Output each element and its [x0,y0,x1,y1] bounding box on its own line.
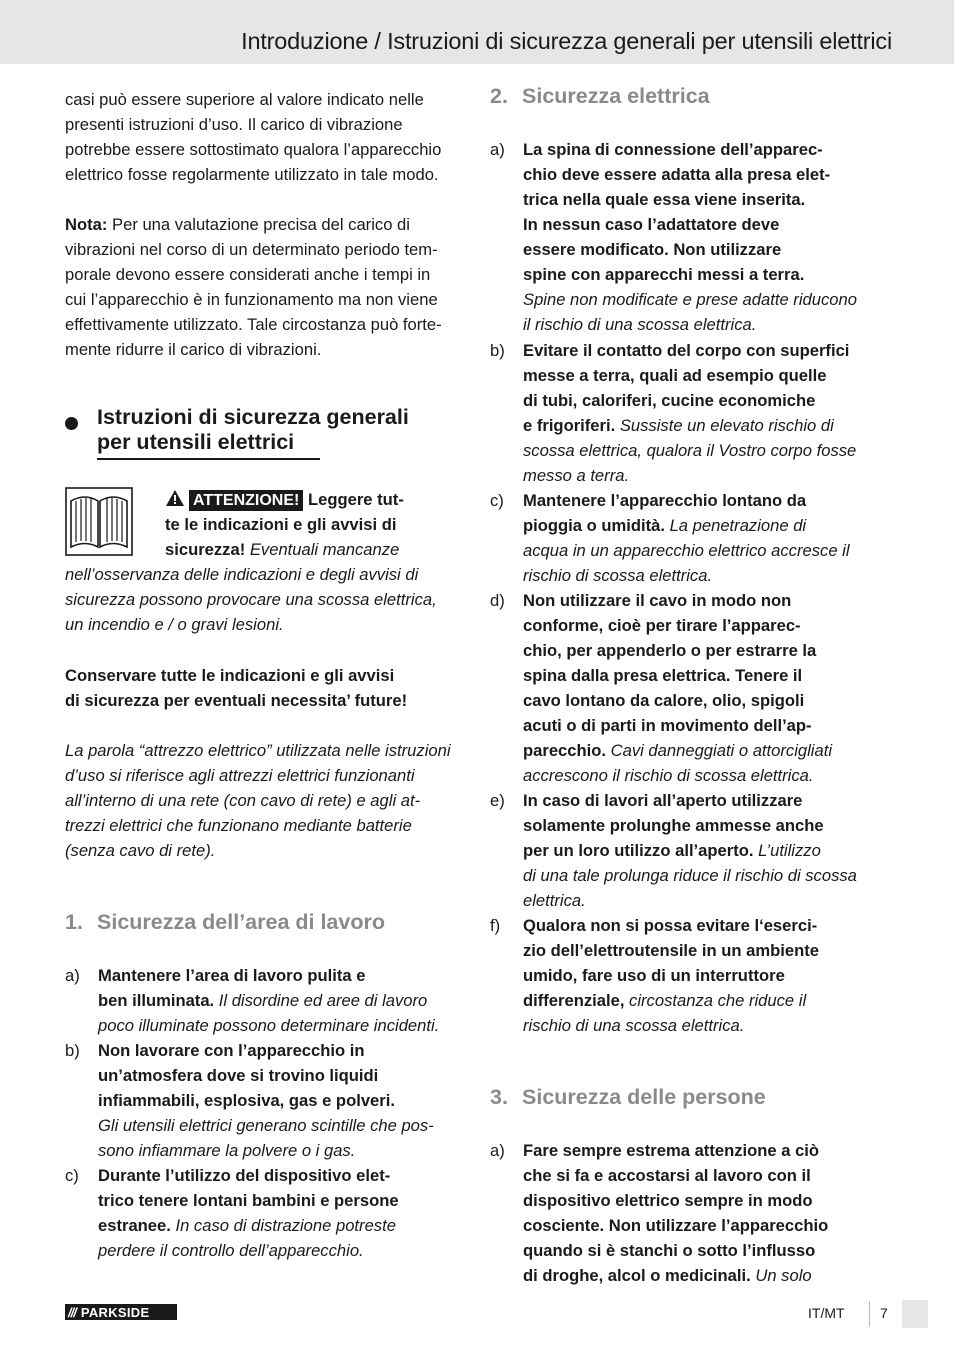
warning-note: sicurezza possono provocare una scossa elettrica, [65,590,437,609]
item-bold: per un loro utilizzo all’aperto. [523,841,754,860]
section-number: 2. [490,84,508,108]
text-line: d’uso si riferisce agli attrezzi elettrici funzionanti [65,766,415,785]
item-note: In caso di distrazione potreste [170,1216,396,1235]
item-bold: differenziale, [523,991,625,1010]
item-bold: zio dell’elettroutensile in un ambiente [523,941,819,960]
warning-note: Eventuali mancanze [245,540,400,559]
item-bold: cosciente. Non utilizzare l’apparecchio [523,1216,829,1235]
text-line: presenti istruzioni d’uso. Il carico di vibrazione [65,115,403,134]
item-bold: Qualora non si possa evitare l‘eserci- [523,916,818,935]
item-note: L’utilizzo [753,841,821,860]
keep-instructions [65,663,465,713]
heading-line: per utensili elettrici [97,430,295,454]
warning-text: Leggere tut- [303,490,404,509]
item-note: Sussiste un elevato rischio di [615,416,834,435]
item-letter: a) [490,140,505,159]
section-heading [490,1085,766,1110]
item-note: di una tale prolunga riduce il rischio di scossa [523,866,857,885]
text-line: potrebbe essere sottostimato qualora l’apparecchio [65,140,442,159]
item-letter: d) [490,591,505,610]
list-item [490,788,892,913]
item-note: perdere il controllo dell’apparecchio. [98,1241,364,1260]
text-line: porale devono essere considerati anche i tempi in [65,265,431,284]
text-line: all’interno di una rete (con cavo di rete) e agli at- [65,791,421,810]
section-title: Sicurezza dell’area di lavoro [97,910,385,934]
item-note: La penetrazione di [664,516,807,535]
item-bold: infiammabili, esplosiva, gas e polveri. [98,1091,395,1110]
item-letter: f) [490,916,501,935]
item-note: rischio di una scossa elettrica. [523,1016,745,1035]
list-item [490,1138,892,1288]
item-note: sono infiammare la polvere o i gas. [98,1141,356,1160]
item-note: Il disordine ed aree di lavoro [214,991,428,1010]
item-bold: cavo lontano da calore, olio, spigoli [523,691,805,710]
item-bold: Mantenere l’area di lavoro pulita e [98,966,366,985]
item-bold: dispositivo elettrico sempre in modo [523,1191,813,1210]
warning-text: sicurezza! [165,540,246,559]
text-line: mente ridurre il carico di vibrazioni. [65,340,322,359]
item-letter: a) [65,966,80,985]
item-note: circostanza che riduce il [624,991,807,1010]
item-note: elettrica. [523,891,586,910]
item-bold: chio, per appenderlo o per estrarre la [523,641,817,660]
item-note: Spine non modificate e prese adatte riducono [523,290,857,309]
text-line: (senza cavo di rete). [65,841,216,860]
item-bold: estranee. [98,1216,171,1235]
page-number: 7 [880,1305,888,1321]
item-bold: Evitare il contatto del corpo con superfici [523,341,850,360]
item-bold: umido, fare uso di un interruttore [523,966,785,985]
item-bold: acuti o di parti in movimento dell’ap- [523,716,812,735]
definition-paragraph [65,738,465,863]
logo-text: PARKSIDE [80,1304,150,1320]
section-heading [65,910,385,935]
item-bold: di droghe, alcol o medicinali. [523,1266,751,1285]
section-number: 1. [65,910,83,934]
item-note: Un solo [750,1266,812,1285]
item-note: rischio di scossa elettrica. [523,566,713,585]
list-item [65,1038,465,1163]
page-title: Introduzione / Istruzioni di sicurezza generali per utensili elettrici [241,28,892,54]
bullet-dot-icon [65,417,78,430]
list-item [490,913,892,1038]
item-bold: spina dalla presa elettrica. Tenere il [523,666,803,685]
section-number: 3. [490,1085,508,1109]
item-bold: chio deve essere adatta alla presa elet- [523,165,831,184]
text-line: Per una valutazione precisa del carico di [107,215,410,234]
item-bold: Mantenere l’apparecchio lontano da [523,491,807,510]
item-bold: Durante l’utilizzo del dispositivo elet- [98,1166,391,1185]
text-line: trezzi elettrici che funzionano mediante batterie [65,816,412,835]
item-note: poco illuminate possono determinare incidenti. [98,1016,440,1035]
item-note: il rischio di una scossa elettrica. [523,315,757,334]
item-letter: a) [490,1141,505,1160]
item-bold: Non utilizzare il cavo in modo non [523,591,792,610]
attenzione-badge: ATTENZIONE! [189,490,303,511]
item-bold: ben illuminata. [98,991,215,1010]
item-note: Gli utensili elettrici generano scintille che pos- [98,1116,434,1135]
text-line: casi può essere superiore al valore indicato nelle [65,90,424,109]
parkside-logo [65,1304,177,1320]
item-letter: b) [65,1041,80,1060]
section-heading [490,84,710,109]
section-title: Sicurezza elettrica [522,84,710,108]
item-bold: conforme, cioè per tirare l’apparec- [523,616,801,635]
nota-label: Nota: [65,215,108,234]
item-bold: Non lavorare con l’apparecchio in [98,1041,365,1060]
item-bold: un’atmosfera dove si trovino liquidi [98,1066,379,1085]
warning-note: nell’osservanza delle indicazioni e degli avvisi di [65,565,419,584]
item-note: Cavi danneggiati o attorcigliati [606,741,833,760]
text-line: vibrazioni nel corso di un determinato periodo tem- [65,240,438,259]
list-item [490,488,892,588]
item-letter: e) [490,791,505,810]
language-code: IT/MT [808,1305,845,1321]
item-bold: Fare sempre estrema attenzione a ciò [523,1141,820,1160]
item-note: scossa elettrica, qualora il Vostro corpo fosse [523,441,857,460]
item-bold: pioggia o umidità. [523,516,665,535]
item-bold: essere modificato. Non utilizzare [523,240,782,259]
item-bold: quando si è stanchi o sotto l’influsso [523,1241,816,1260]
item-bold: di tubi, caloriferi, cucine economiche [523,391,816,410]
text-line: La parola “attrezzo elettrico” utilizzata nelle istruzioni [65,741,451,760]
open-book-manual-icon [65,487,133,557]
heading-line: Istruzioni di sicurezza generali [97,405,409,429]
intro-paragraph [65,87,465,187]
footer-tab [902,1300,928,1328]
text-line: effettivamente utilizzato. Tale circostanza può forte- [65,315,442,334]
list-item [490,588,892,788]
item-bold: spine con apparecchi messi a terra. [523,265,805,284]
list-item [490,338,892,488]
item-note: messo a terra. [523,466,630,485]
item-bold: In caso di lavori all’aperto utilizzare [523,791,803,810]
item-note: acqua in un apparecchio elettrico accresce il [523,541,850,560]
item-note: accrescono il rischio di scossa elettrica. [523,766,814,785]
item-bold: che si fa e accostarsi al lavoro con il [523,1166,811,1185]
heading-underline [97,458,320,460]
item-bold: messe a terra, quali ad esempio quelle [523,366,827,385]
item-letter: b) [490,341,505,360]
item-bold: trica nella quale essa viene inserita. [523,190,806,209]
item-bold: e frigoriferi. [523,416,616,435]
warning-triangle-icon [165,489,185,507]
item-bold: solamente prolunghe ammesse anche [523,816,824,835]
section-title: Sicurezza delle persone [522,1085,766,1109]
item-letter: c) [490,491,504,510]
nota-paragraph [65,212,465,362]
logo-stripes: /// [68,1304,76,1320]
item-bold: La spina di connessione dell’apparec- [523,140,823,159]
item-bold: trico tenere lontani bambini e persone [98,1191,399,1210]
list-item [65,963,465,1038]
keep-line: Conservare tutte le indicazioni e gli avvisi [65,666,395,685]
list-item [490,137,892,337]
list-item [65,1163,465,1263]
item-bold: parecchio. [523,741,607,760]
footer-divider [869,1301,870,1327]
item-letter: c) [65,1166,79,1185]
warning-text: te le indicazioni e gli avvisi di [165,515,397,534]
text-line: elettrico fosse regolarmente utilizzato in tale modo. [65,165,439,184]
keep-line: di sicurezza per eventuali necessita’ future! [65,691,408,710]
item-bold: In nessun caso l’adattatore deve [523,215,780,234]
warning-note: un incendio e / o gravi lesioni. [65,615,284,634]
text-line: cui l’apparecchio è in funzionamento ma non viene [65,290,438,309]
